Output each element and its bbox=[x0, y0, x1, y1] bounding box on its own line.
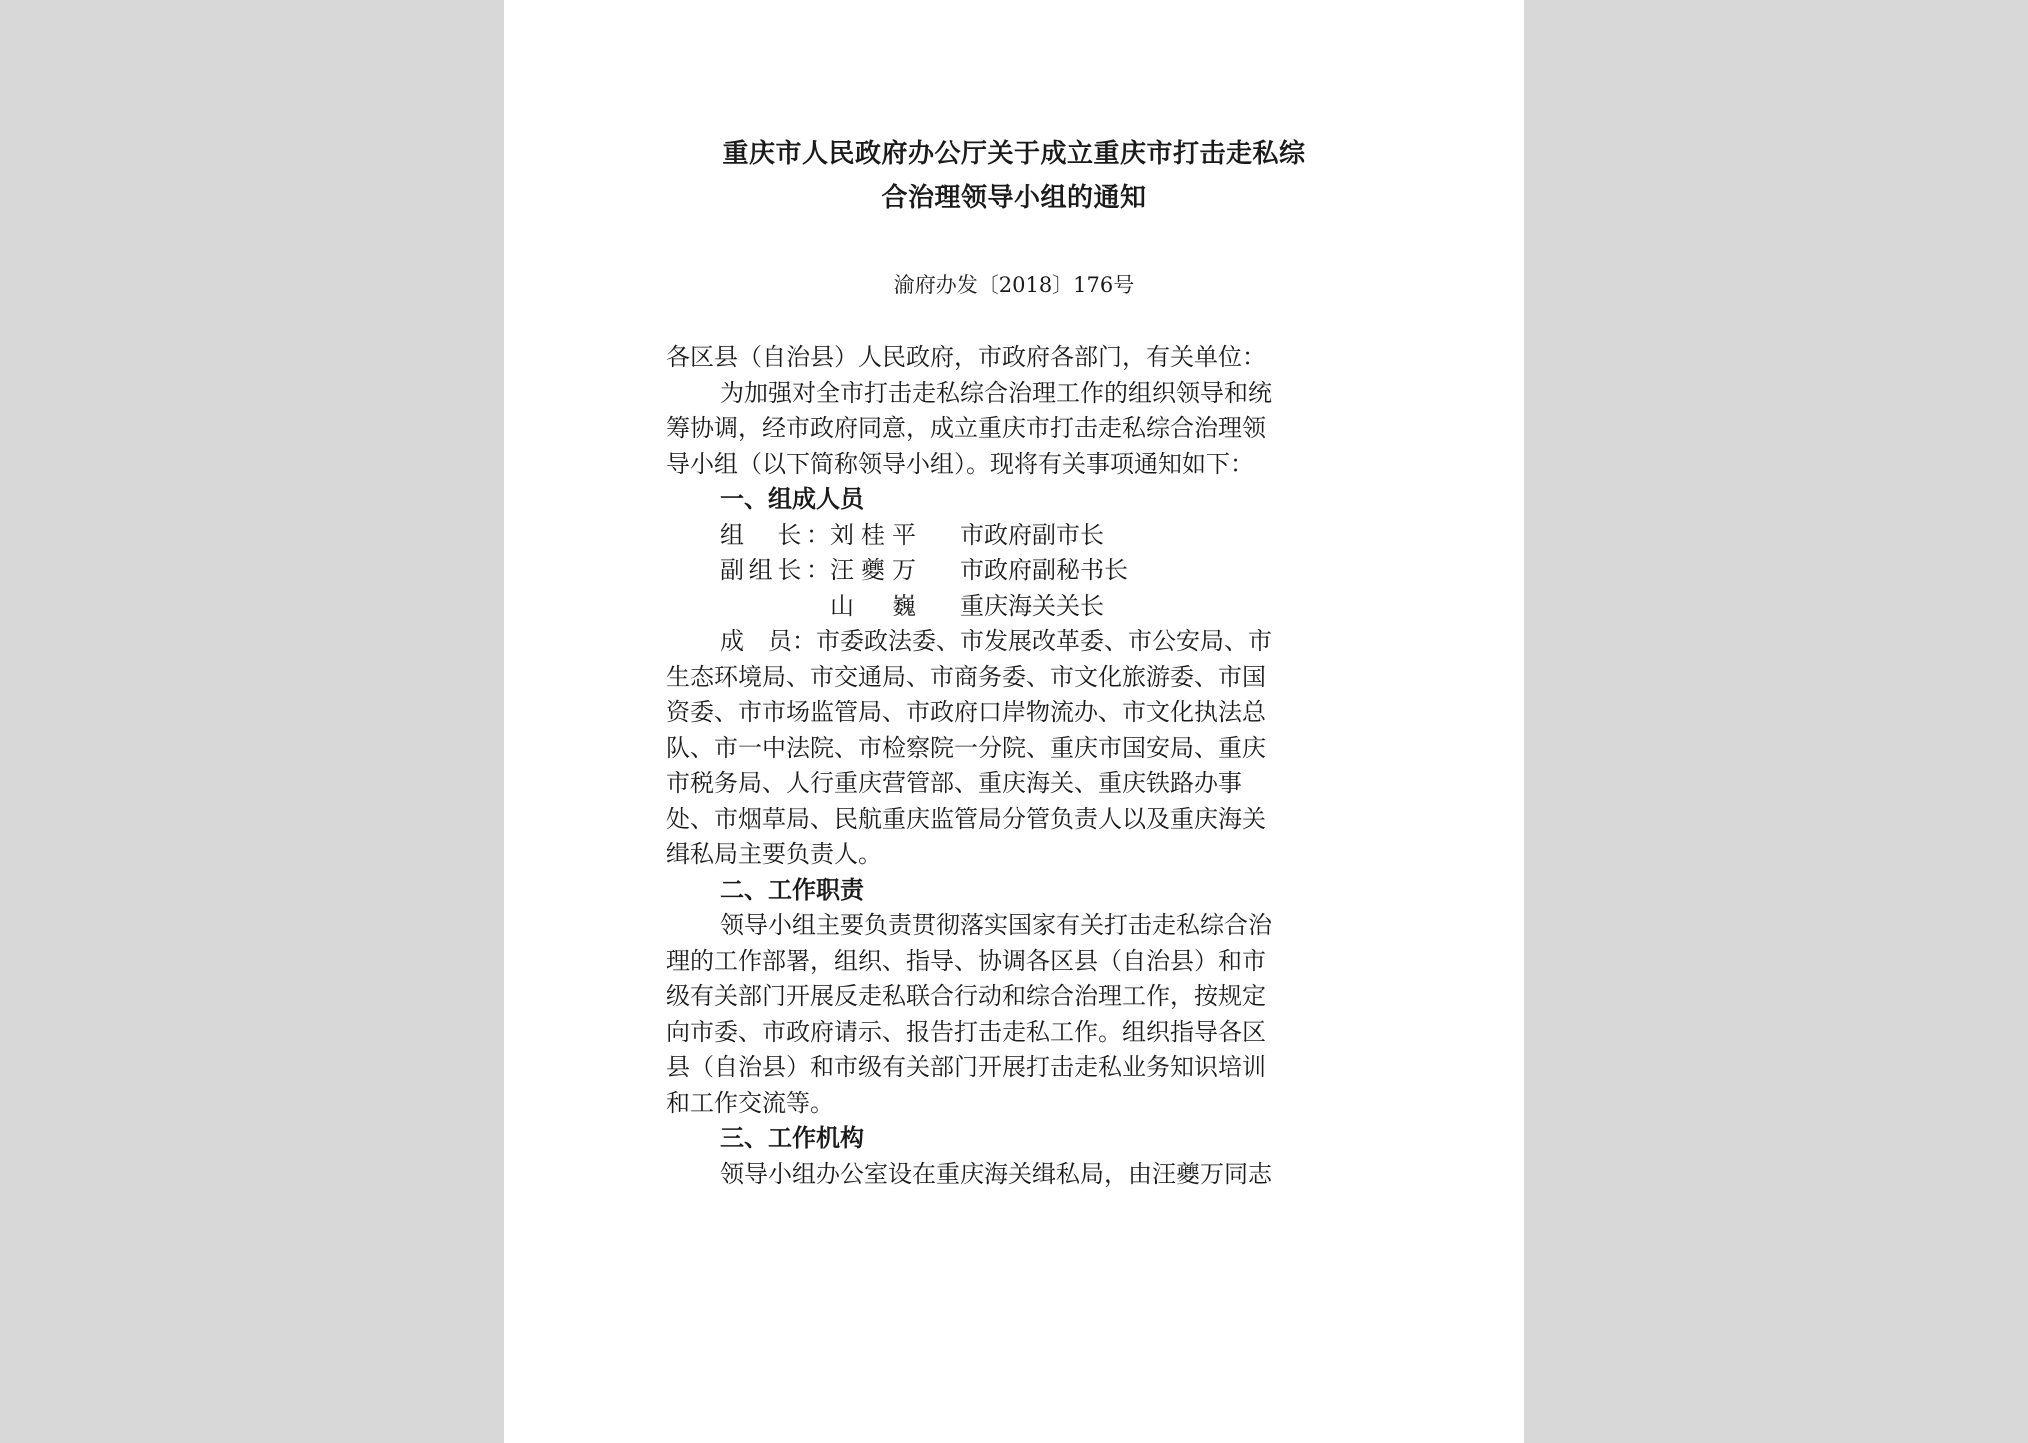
intro-line: 为加强对全市打击走私综合治理工作的组织领导和统 bbox=[720, 378, 1272, 407]
document-title bbox=[504, 132, 1524, 220]
document-number: 渝府办发〔2018〕176号 bbox=[893, 273, 1135, 297]
member-post: 市政府副秘书长 bbox=[960, 556, 1128, 584]
section-heading-office: 三、工作机构 bbox=[720, 1124, 864, 1152]
member-role: 组 长： bbox=[720, 520, 830, 549]
duties-line: 县（自治县）和市级有关部门开展打击走私业务知识培训 bbox=[666, 1053, 1266, 1081]
member-post: 重庆海关关长 bbox=[960, 591, 1104, 620]
duties-line: 级有关部门开展反走私联合行动和综合治理工作，按规定 bbox=[666, 982, 1266, 1010]
member-row-deputy-2 bbox=[666, 589, 1356, 625]
intro-line: 筹协调，经市政府同意，成立重庆市打击走私综合治理领 bbox=[666, 414, 1266, 442]
duties-line: 向市委、市政府请示、报告打击走私工作。组织指导各区 bbox=[666, 1017, 1266, 1046]
duties-line: 理的工作部署，组织、指导、协调各区县（自治县）和市 bbox=[666, 946, 1266, 975]
member-row-leader bbox=[666, 518, 1356, 554]
members-line: 队、市一中法院、市检察院一分院、重庆市国安局、重庆 bbox=[666, 733, 1266, 762]
member-name: 刘桂平 bbox=[830, 520, 916, 549]
members-line: 缉私局主要负责人。 bbox=[666, 840, 882, 868]
member-name: 汪夔万 bbox=[830, 556, 916, 584]
members-line: 市税务局、人行重庆营管部、重庆海关、重庆铁路办事 bbox=[666, 769, 1242, 797]
section-heading-members: 一、组成人员 bbox=[720, 485, 864, 513]
title-line-2: 合治理领导小组的通知 bbox=[881, 183, 1147, 213]
document-page bbox=[504, 0, 1524, 1443]
office-line: 领导小组办公室设在重庆海关缉私局，由汪夔万同志 bbox=[720, 1159, 1272, 1188]
section-heading-duties: 二、工作职责 bbox=[720, 875, 864, 904]
title-line-1: 重庆市人民政府办公厅关于成立重庆市打击走私综 bbox=[722, 139, 1306, 169]
duties-line: 领导小组主要负责贯彻落实国家有关打击走私综合治 bbox=[720, 911, 1272, 939]
members-line: 生态环境局、市交通局、市商务委、市文化旅游委、市国 bbox=[666, 662, 1266, 691]
document-body bbox=[666, 340, 1356, 1192]
member-role bbox=[720, 589, 830, 625]
members-line: 成 员：市委政法委、市发展改革委、市公安局、市 bbox=[720, 627, 1272, 655]
members-line: 资委、市市场监管局、市政府口岸物流办、市文化执法总 bbox=[666, 698, 1266, 726]
members-line: 处、市烟草局、民航重庆监管局分管负责人以及重庆海关 bbox=[666, 804, 1266, 833]
duties-line: 和工作交流等。 bbox=[666, 1088, 834, 1117]
intro-line: 导小组（以下简称领导小组）。现将有关事项通知如下： bbox=[666, 449, 1254, 478]
member-name: 山 巍 bbox=[830, 591, 916, 620]
salutation: 各区县（自治县）人民政府，市政府各部门，有关单位： bbox=[666, 343, 1266, 371]
member-role: 副组长： bbox=[720, 556, 830, 584]
member-row-deputy bbox=[666, 553, 1356, 589]
member-post: 市政府副市长 bbox=[960, 520, 1104, 549]
